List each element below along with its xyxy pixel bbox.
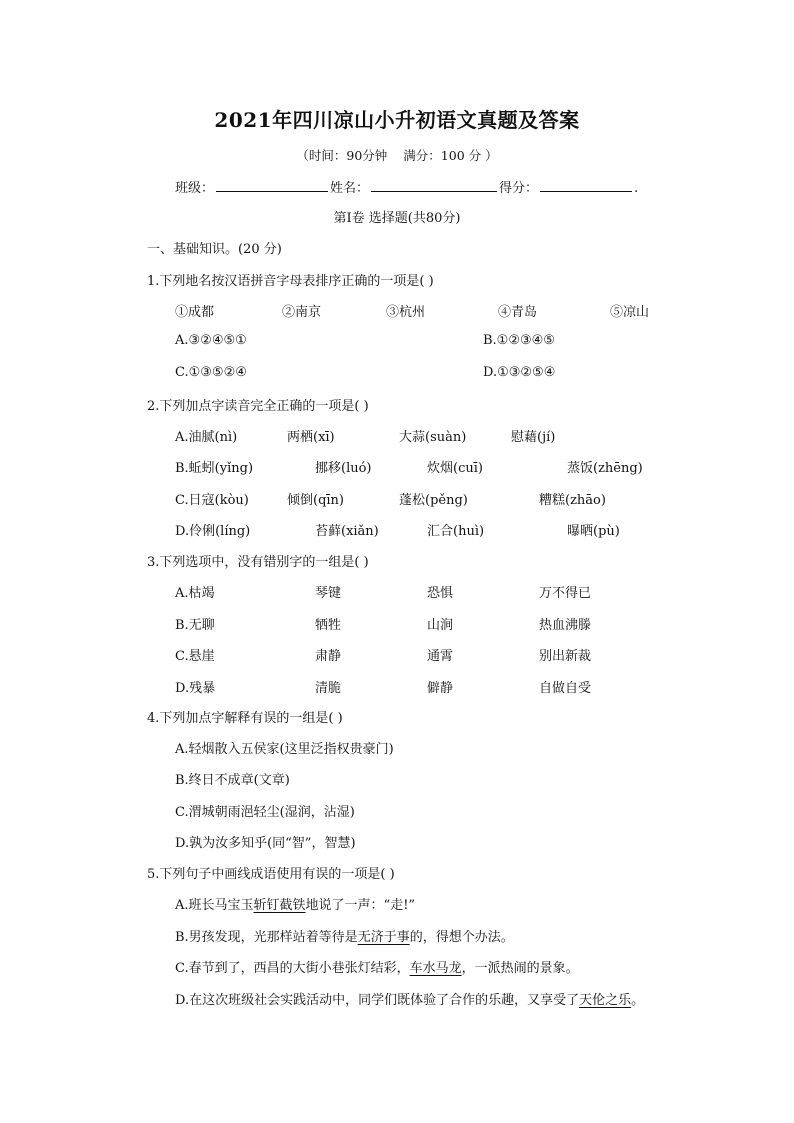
q5-b-idiom: 无济于事	[357, 930, 410, 945]
page-title: 2021年四川凉山小升初语文真题及答案	[214, 108, 580, 132]
q2-item: 挪移(luó)	[315, 461, 372, 476]
end-mark: .	[634, 181, 639, 196]
q3-item: 自做自受	[539, 681, 592, 696]
q5-d-text: D.在这次班级社会实践活动中，同学们既体验了合作的乐趣，又享受了	[175, 993, 580, 1008]
q5-a-text: A.班长马宝玉	[175, 898, 254, 913]
exam-subtitle	[0, 146, 794, 164]
q2-item: 苔藓(xiǎn)	[315, 524, 379, 539]
full-score: 满分：100 分 ）	[403, 148, 498, 163]
q1-place: ②南京	[282, 305, 322, 320]
q5-d-idiom: 天伦之乐	[579, 993, 632, 1008]
q2-item: 慰藉(jí)	[511, 430, 556, 445]
q5-d-text: 。	[631, 993, 645, 1008]
q4-option-a: A.轻烟散入五侯家(这里泛指权贵豪门)	[175, 742, 394, 757]
q3-item: 清脆	[315, 681, 342, 696]
q5-option-b	[175, 926, 514, 945]
question-4-stem: 4.下列加点字解释有误的一组是( )	[147, 711, 343, 726]
q2-item: 倾倒(qīn)	[287, 493, 344, 508]
q2-item: D.伶俐(líng)	[175, 524, 251, 539]
q5-b-text: B.男孩发现，光那样站着等待是	[175, 930, 358, 945]
q2-item: 炊烟(cuī)	[427, 461, 483, 476]
score-blank	[540, 177, 632, 192]
class-label: 班级：	[175, 181, 215, 196]
q1-place: ③杭州	[386, 305, 426, 320]
q2-item: 蒸饭(zhēng)	[567, 461, 643, 476]
q3-item: A.枯竭	[175, 586, 215, 601]
q4-option-b: B.终日不成章(文章)	[175, 773, 290, 788]
q4-option-c: C.渭城朝雨浥轻尘(湿润，沾湿)	[175, 805, 355, 820]
q2-item: 两栖(xī)	[287, 430, 335, 445]
question-3-stem: 3.下列选项中，没有错别字的一组是( )	[147, 555, 369, 570]
q2-item: 汇合(huì)	[427, 524, 485, 539]
q2-item: C.日寇(kòu)	[175, 493, 249, 508]
q5-b-text: 的，得想个办法。	[409, 930, 514, 945]
q1-option-a: A.③②④⑤①	[175, 333, 247, 348]
q3-item: B.无聊	[175, 618, 215, 633]
q1-place: ④青岛	[498, 305, 538, 320]
q1-option-b: B.①②③④⑤	[483, 333, 555, 348]
q3-item: 热血沸滕	[539, 618, 592, 633]
q3-item: 山涧	[427, 618, 454, 633]
q2-item: 大蒜(suàn)	[399, 430, 467, 445]
q4-option-d: D.孰为汝多知乎(同“智”，智慧)	[175, 836, 356, 851]
q5-c-text: C.春节到了，西昌的大街小巷张灯结彩，	[175, 961, 410, 976]
score-label: 得分：	[499, 181, 539, 196]
q1-option-d: D.①③②⑤④	[483, 365, 556, 380]
q5-a-idiom: 斩钉截铁	[253, 898, 306, 913]
question-1-stem: 1.下列地名按汉语拼音字母表排序正确的一项是( )	[147, 274, 434, 289]
name-blank	[371, 177, 497, 192]
q1-place: ①成都	[175, 305, 215, 320]
student-info-line	[175, 177, 638, 196]
part-title: 第Ⅰ卷 选择题(共80分)	[333, 211, 461, 226]
q3-item: 肃静	[315, 649, 342, 664]
q5-a-text: 地说了一声：“走!”	[305, 898, 416, 913]
q3-item: C.悬崖	[175, 649, 215, 664]
question-2-stem: 2.下列加点字读音完全正确的一项是( )	[147, 399, 369, 414]
name-label: 姓名：	[330, 181, 370, 196]
class-blank	[216, 177, 328, 192]
q3-item: 琴键	[315, 586, 342, 601]
q3-item: 恐惧	[427, 586, 454, 601]
q3-item: 牺牲	[315, 618, 342, 633]
q2-item: B.蚯蚓(yǐng)	[175, 461, 254, 476]
q5-option-a	[175, 894, 415, 913]
q3-item: 僻静	[427, 681, 454, 696]
q5-c-idiom: 车水马龙	[409, 961, 462, 976]
time-limit: （时间：90分钟	[296, 148, 388, 163]
q5-option-c	[175, 957, 579, 976]
q1-place: ⑤凉山	[610, 305, 650, 320]
q3-item: 万不得已	[539, 586, 592, 601]
q3-item: 通霄	[427, 649, 454, 664]
q2-item: 糟糕(zhāo)	[539, 493, 606, 508]
q2-item: A.油腻(nì)	[175, 430, 238, 445]
question-5-stem: 5.下列句子中画线成语使用有误的一项是( )	[147, 867, 395, 882]
section-title: 一、基础知识。(20 分)	[147, 242, 282, 257]
q1-option-c: C.①③⑤②④	[175, 365, 247, 380]
q2-item: 曝晒(pù)	[567, 524, 620, 539]
q5-option-d	[175, 989, 644, 1008]
q3-item: 别出新裁	[539, 649, 592, 664]
q3-item: D.残暴	[175, 681, 216, 696]
q2-item: 蓬松(pěng)	[399, 493, 468, 508]
q5-c-text: ，一派热闹的景象。	[461, 961, 579, 976]
